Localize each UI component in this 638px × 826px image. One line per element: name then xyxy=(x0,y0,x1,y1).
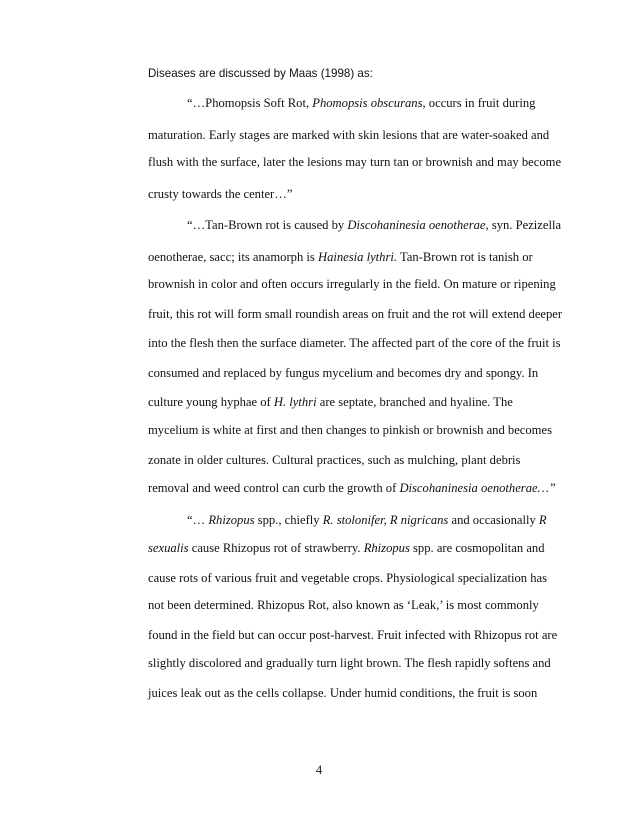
text-segment: fruit, this rot will form small roundish areas on fruit and the rot will extend deeper xyxy=(148,307,563,321)
text-segment: maturation. Early stages are marked with skin lesions that are water-soaked and xyxy=(148,128,550,142)
text-line xyxy=(148,422,552,438)
text-segment: cause rots of various fruit and vegetable crops. Physiological specialization has xyxy=(148,571,548,585)
text-segment: are septate, branched and hyaline. The xyxy=(316,395,513,409)
text-line xyxy=(148,394,513,410)
text-line xyxy=(148,365,538,381)
text-line xyxy=(148,685,537,701)
text-segment: and occasionally xyxy=(448,513,539,527)
text-line xyxy=(187,217,561,233)
text-segment: cause Rhizopus rot of strawberry. xyxy=(188,541,364,555)
text-line xyxy=(148,452,520,468)
text-line xyxy=(148,540,545,556)
text-line xyxy=(148,597,539,613)
text-line xyxy=(148,276,556,292)
text-line xyxy=(148,570,547,586)
text-segment: removal and weed control can curb the growth of xyxy=(148,481,400,495)
text-segment: mycelium is white at first and then changes to pinkish or brownish and becomes xyxy=(148,423,552,437)
text-line xyxy=(187,512,547,528)
text-segment: zonate in older cultures. Cultural practices, such as mulching, plant debris xyxy=(148,453,521,467)
text-segment: brownish in color and often occurs irregularly in the field. On mature or ripening xyxy=(148,277,556,291)
text-line xyxy=(148,655,551,671)
italic-text: Phomopsis obscurans, xyxy=(312,96,426,110)
italic-text: Discohaninesia oenotherae…” xyxy=(399,481,556,495)
text-segment: found in the field but can occur post-harvest. Fruit infected with Rhizopus rot are xyxy=(148,628,558,642)
text-line xyxy=(148,249,533,265)
text-segment: into the flesh then the surface diameter. The affected part of the core of the fruit is xyxy=(148,336,561,350)
text-segment: flush with the surface, later the lesions may turn tan or brownish and may become xyxy=(148,155,562,169)
italic-text: Rhizopus xyxy=(363,541,410,555)
text-segment: “…Phomopsis Soft Rot, xyxy=(187,96,313,110)
text-segment: slightly discolored and gradually turn light brown. The flesh rapidly softens and xyxy=(148,656,551,670)
text-segment: not been determined. Rhizopus Rot, also known as ‘Leak,’ is most commonly xyxy=(148,598,539,612)
text-line xyxy=(148,127,549,143)
text-segment: spp. are cosmopolitan and xyxy=(409,541,545,555)
text-line xyxy=(148,627,557,643)
page-number: 4 xyxy=(315,763,323,777)
italic-text: R. stolonifer, R nigricans xyxy=(322,513,449,527)
italic-text: sexualis xyxy=(148,541,189,555)
text-line xyxy=(148,186,292,202)
intro-line: Diseases are discussed by Maas (1998) as: xyxy=(148,67,373,80)
text-line xyxy=(148,480,556,496)
italic-text: H. lythri xyxy=(273,395,317,409)
text-line xyxy=(148,335,561,351)
text-segment: spp., chiefly xyxy=(254,513,323,527)
text-segment: crusty towards the center…” xyxy=(148,187,293,201)
text-segment: “…Tan-Brown rot is caused by xyxy=(187,218,348,232)
text-segment: consumed and replaced by fungus mycelium and becomes dry and spongy. In xyxy=(148,366,539,380)
italic-text: Hainesia lythri. xyxy=(317,250,398,264)
text-segment: Tan-Brown rot is tanish or xyxy=(397,250,533,264)
text-segment: , syn. Pezizella xyxy=(485,218,562,232)
text-segment: occurs in fruit during xyxy=(425,96,536,110)
text-segment: culture young hyphae of xyxy=(148,395,274,409)
italic-text: R xyxy=(538,513,547,527)
text-segment: juices leak out as the cells collapse. Under humid conditions, the fruit is soon xyxy=(148,686,538,700)
text-line xyxy=(148,154,561,170)
italic-text: Rhizopus xyxy=(208,513,255,527)
text-segment: “… xyxy=(187,513,209,527)
text-line xyxy=(187,95,535,111)
text-segment: oenotherae, sacc; its anamorph is xyxy=(148,250,318,264)
italic-text: Discohaninesia oenotherae xyxy=(347,218,486,232)
text-line xyxy=(148,306,562,322)
